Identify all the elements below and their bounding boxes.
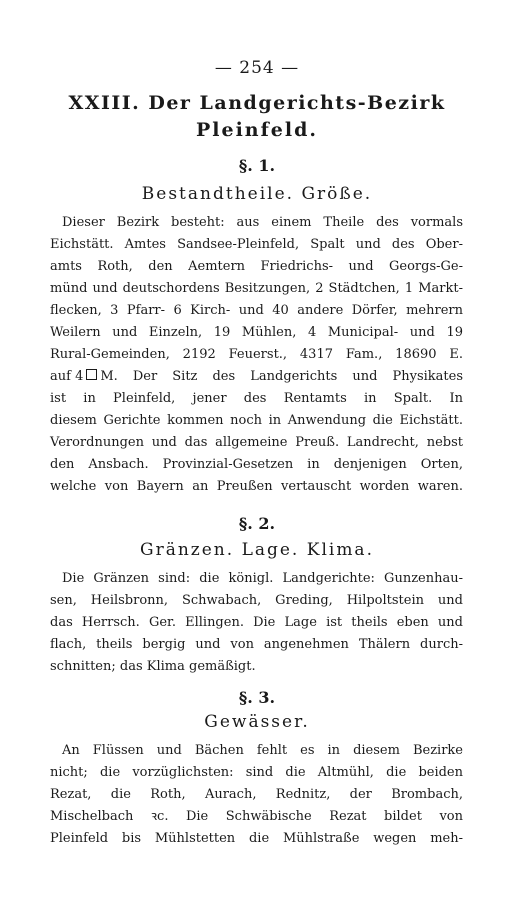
paragraph-line: flach, theils bergig und von angenehmen Thälern durch- — [50, 637, 463, 652]
chapter-heading-line-2: Pleinfeld. — [195, 119, 318, 141]
line-start: auf 4 — [50, 369, 84, 384]
chapter-heading-line-1: XXIII. Der Landgerichts-Bezirk — [68, 92, 446, 114]
paragraph-line: amts Roth, den Aemtern Friedrichs- und Georgs-Ge- — [50, 259, 463, 274]
paragraph-line: münd und deutschordens Besitzungen, 2 Städtchen, 1 Markt- — [50, 281, 463, 296]
paragraph-line: flecken, 3 Pfarr- 6 Kirch- und 40 andere Dörfer, mehrern — [50, 303, 463, 318]
paragraph-line: Rezat, die Roth, Aurach, Rednitz, der Brombach, — [50, 787, 463, 802]
section-2-title: Gränzen. Lage. Klima. — [140, 540, 374, 560]
paragraph-line: Pleinfeld bis Mühlstetten die Mühlstraße wegen meh- — [50, 831, 463, 846]
paragraph-line — [50, 366, 463, 388]
paragraph-line: diesem Gerichte kommen noch in Anwendung die Eichstätt. — [50, 413, 463, 428]
paragraph-line: Rural-Gemeinden, 2192 Feuerst., 4317 Fam., 18690 E. — [50, 347, 463, 362]
paragraph-line: das Herrsch. Ger. Ellingen. Die Lage ist theils eben und — [50, 615, 463, 630]
section-2-number: §. 2. — [238, 514, 276, 533]
section-1-title: Bestandtheile. Größe. — [141, 184, 373, 204]
paragraph-line: Die Gränzen sind: die königl. Landgerichte: Gunzenhau- — [62, 571, 463, 586]
page-number: — 254 — — [214, 58, 300, 78]
paragraph-line: Dieser Bezirk besteht: aus einem Theile des vormals — [62, 215, 463, 230]
section-1-number: §. 1. — [238, 156, 276, 175]
paragraph-line: Verordnungen und das allgemeine Preuß. Landrecht, nebst — [50, 435, 463, 450]
paragraph-line: Mischelbach ꝛc. Die Schwäbische Rezat bildet von — [50, 809, 463, 824]
paragraph-line: Eichstätt. Amtes Sandsee-Pleinfeld, Spalt und des Ober- — [50, 237, 463, 252]
paragraph-line: sen, Heilsbronn, Schwabach, Greding, Hilpoltstein und — [50, 593, 463, 608]
paragraph-line: nicht; die vorzüglichsten: sind die Altmühl, die beiden — [50, 765, 463, 780]
paragraph-line: An Flüssen und Bächen fehlt es in diesem Bezirke — [62, 743, 463, 758]
section-3-number: §. 3. — [238, 688, 276, 707]
paragraph-line: schnitten; das Klima gemäßigt. — [50, 659, 256, 674]
paragraph-line: den Ansbach. Provinzial-Gesetzen in denjenigen Orten, — [50, 457, 463, 472]
paragraph-line: ist in Pleinfeld, jener des Rentamts in Spalt. In — [50, 391, 463, 406]
paragraph-line: welche von Bayern an Preußen vertauscht worden waren. — [50, 479, 463, 494]
section-3-title: Gewässer. — [204, 712, 310, 732]
line-rest: M. Der Sitz des Landgerichts und Physikates — [100, 369, 463, 384]
paragraph-line: Weilern und Einzeln, 19 Mühlen, 4 Municipal- und 19 — [50, 325, 463, 340]
square-symbol-icon — [86, 369, 97, 380]
